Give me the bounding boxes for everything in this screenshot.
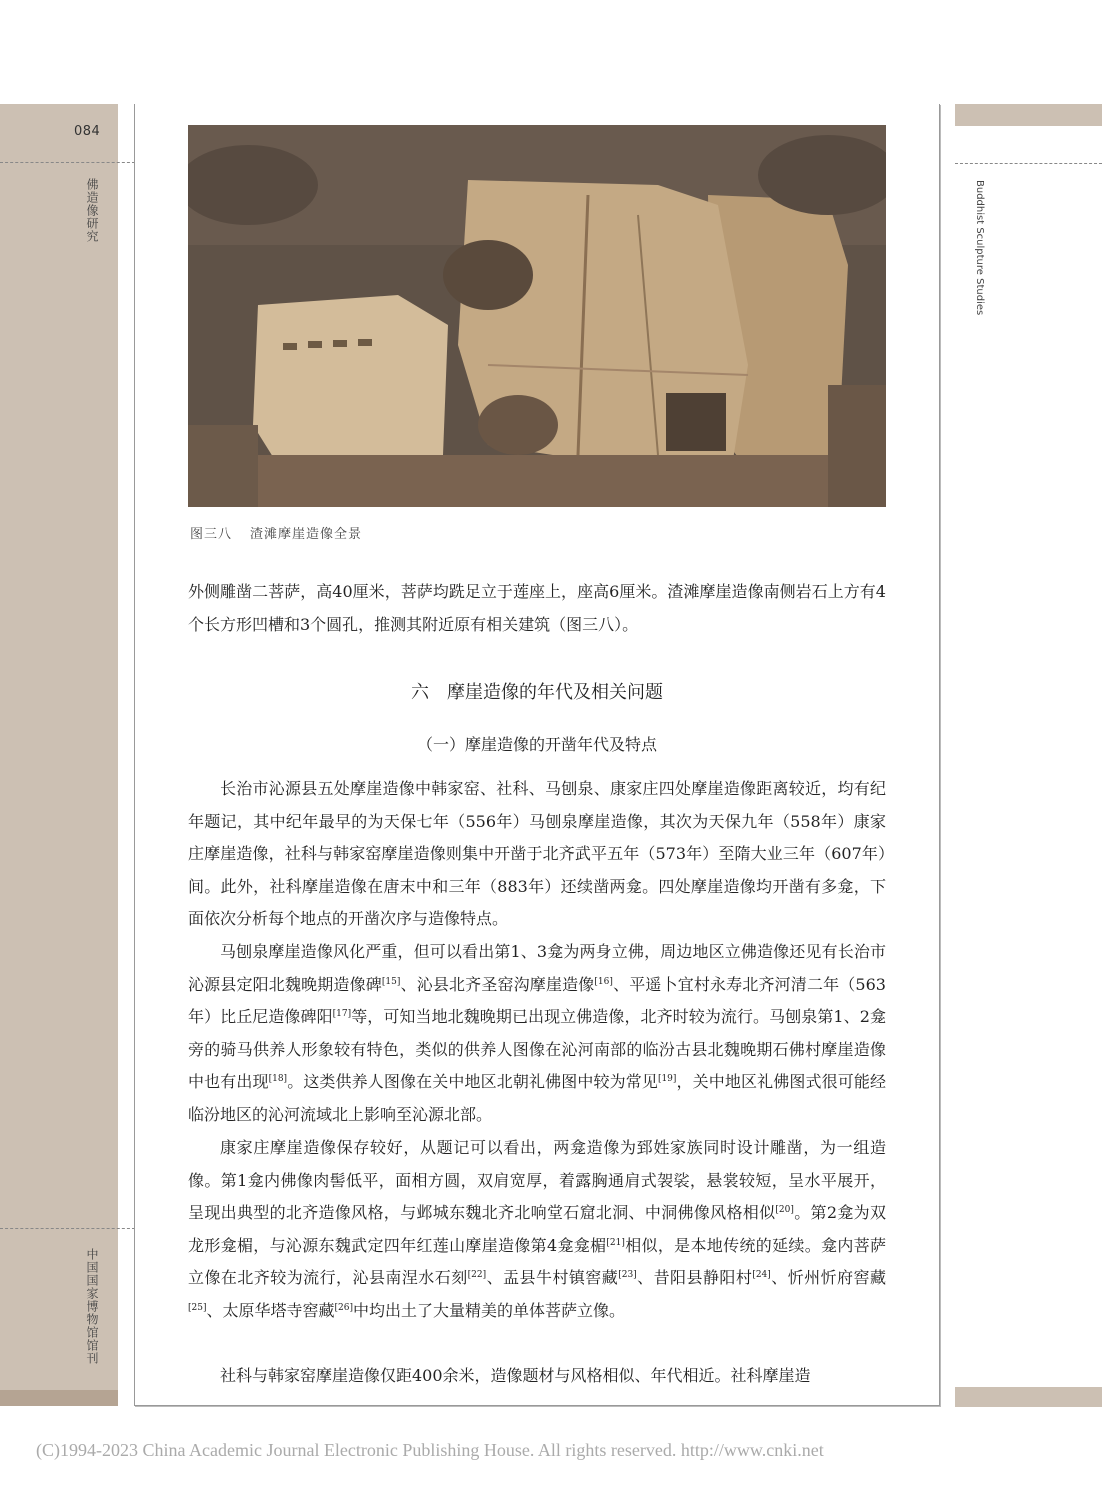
footnote-ref[interactable]: [24] — [752, 1270, 771, 1280]
left-margin-band — [0, 104, 118, 1406]
paragraph-5: 社科与韩家窑摩崖造像仅距400余米，造像题材与风格相似、年代相近。社科摩崖造 — [220, 1366, 811, 1385]
left-divider-bottom — [0, 1228, 135, 1229]
text-run: 、太原华塔寺窖藏 — [206, 1300, 335, 1320]
text-run: 康家庄摩崖造像保存较好，从题记可以看出，两龛造像为郅姓家族同时设计雕凿，为一组造像。第1龛内佛像肉髻低平，面相方圆，双肩宽厚，着露胸通肩式袈裟，悬裳较短，呈水平展开，呈现出典型的北齐造像风格，与邺城东魏北齐北响堂石窟北洞、中洞佛像风格相似 — [188, 1138, 886, 1222]
section-heading: 六 摩崖造像的年代及相关问题 — [411, 682, 663, 703]
footnote-ref[interactable]: [25] — [188, 1302, 207, 1313]
figure-title: 渣滩摩崖造像全景 — [250, 527, 363, 542]
footnote-ref[interactable]: [22] — [467, 1270, 487, 1280]
paragraph-4 — [188, 1132, 886, 1327]
figure-caption — [190, 523, 362, 542]
text-run: 。这类供养人图像在关中地区北朝礼佛图中较为常见 — [287, 1072, 658, 1091]
footnote-ref[interactable]: [26] — [334, 1302, 353, 1313]
text-run: 、平遥卜宜村永寿北齐河清二年（563年）比丘尼造像碑阳 — [188, 974, 886, 1026]
text-run: 、盂县牛村镇窖藏 — [486, 1268, 619, 1287]
footnote-ref[interactable]: [16] — [594, 976, 613, 987]
paragraph-1: 外侧雕凿二菩萨，高40厘米，菩萨均跣足立于莲座上，座高6厘米。渣滩摩崖造像南侧岩石上方有4个长方形凹槽和3个圆孔，推测其附近原有相关建筑（图三八）。 — [188, 582, 886, 634]
text-run: 马刨泉摩崖造像风化严重，但可以看出第1、3龛为两身立佛，周边地区立佛造像还见有长治市沁源县定阳北魏晚期造像碑 — [188, 942, 886, 994]
footnote-ref[interactable]: [20] — [775, 1205, 794, 1215]
text-run: 中均出土了大量精美的单体菩萨立像。 — [352, 1300, 625, 1320]
text-run: 相似，是本地传统的延续。龛内菩萨立像在北齐较为流行，沁县南涅水石刻 — [188, 1235, 886, 1287]
right-top-block — [955, 104, 1102, 126]
section-subheading: （一）摩崖造像的开凿年代及特点 — [416, 735, 657, 754]
journal-title-english: Buddhist Sculpture Studies — [974, 180, 985, 316]
right-bottom-block — [955, 1387, 1102, 1407]
text-run: 、忻州忻府窖藏 — [770, 1268, 886, 1287]
left-bottom-block — [0, 1390, 118, 1406]
publisher-vertical: 中国国家博物馆馆刊 — [85, 1248, 99, 1365]
left-divider-top — [0, 162, 135, 163]
text-run: 等，可知当地北魏晚期已出现立佛造像，北齐时较为流行。马刨泉第1、2龛旁的骑马供养人形象较有特色，类似的供养人图像在沁河南部的临汾古县北魏晚期石佛村摩崖造像中也有出现 — [188, 1007, 886, 1091]
footnote-ref[interactable]: [19] — [657, 1074, 677, 1084]
footnote-ref[interactable]: [23] — [618, 1270, 637, 1280]
page-number: 084 — [74, 124, 101, 139]
figure-photo-cliff-carvings — [188, 125, 886, 507]
text-run: ，关中地区礼佛图式很可能经临汾地区的沁河流域北上影响至沁源北部。 — [188, 1072, 886, 1124]
footnote-ref[interactable]: [15] — [381, 976, 401, 987]
text-run: 、昔阳县静阳村 — [636, 1268, 753, 1287]
text-run: 。第2龛为双龙形龛楣，与沁源东魏武定四年红莲山摩崖造像第4龛龛楣 — [188, 1203, 886, 1255]
right-divider — [955, 163, 1102, 164]
paragraph-3 — [188, 936, 886, 1131]
footnote-ref[interactable]: [17] — [332, 1009, 352, 1019]
copyright-footer: (C)1994-2023 China Academic Journal Electronic Publishing House. All rights reserved. http://www.cnki.net — [36, 1440, 824, 1460]
text-run: 、沁县北齐圣窑沟摩崖造像 — [400, 974, 595, 994]
footnote-ref[interactable]: [21] — [606, 1237, 625, 1248]
footnote-ref[interactable]: [18] — [268, 1074, 288, 1084]
figure-label: 图三八 — [190, 527, 233, 542]
journal-title-vertical: 佛造像研究 — [85, 178, 99, 243]
paragraph-2: 长治市沁源县五处摩崖造像中韩家窑、社科、马刨泉、康家庄四处摩崖造像距离较近，均有纪年题记，其中纪年最早的为天保七年（556年）马刨泉摩崖造像，其次为天保九年（558年）康家庄摩崖造像，社科与韩家窑摩崖造像则集中开凿于北齐武平五年（573年）至隋大业三年（607年）间。此外，社科摩崖造像在唐末中和三年（883年）还续凿两龛。四处摩崖造像均开凿有多龛，下面依次分析每个地点的开凿次序与造像特点。 — [188, 779, 886, 928]
